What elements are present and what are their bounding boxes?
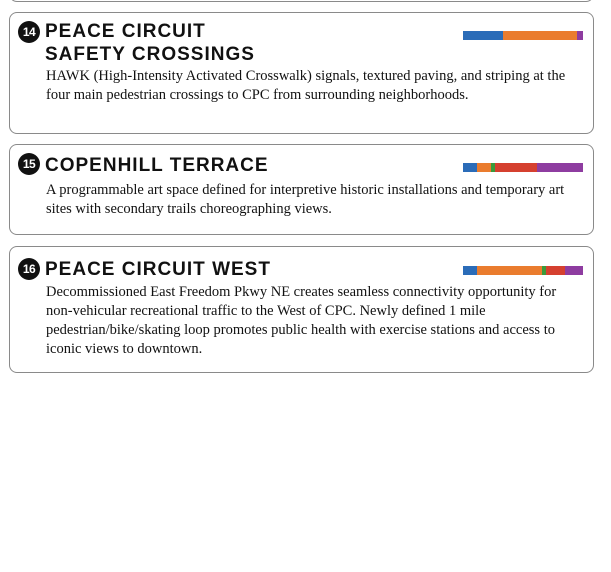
- category-bar-segment: [477, 266, 542, 275]
- category-color-bar: [463, 266, 583, 275]
- category-color-bar: [463, 163, 583, 172]
- project-title: [45, 20, 255, 66]
- project-card-14: [9, 12, 594, 134]
- project-title: PEACE CIRCUIT WEST: [45, 259, 271, 280]
- category-bar-segment: [477, 163, 490, 172]
- category-bar-segment: [463, 266, 477, 275]
- project-title-line-1: PEACE CIRCUIT: [45, 21, 206, 42]
- project-number-badge: 14: [18, 21, 40, 43]
- project-description: HAWK (High-Intensity Activated Crosswalk) signals, textured paving, and striping at the four main pedestrian crossings to CPC from surrounding neighborhoods.: [46, 68, 566, 103]
- project-title-line-2: SAFETY CROSSINGS: [45, 44, 255, 65]
- project-card-15: [9, 144, 594, 235]
- category-bar-segment: [577, 31, 583, 40]
- category-bar-segment: [537, 163, 583, 172]
- project-card-16: [9, 246, 594, 373]
- project-description: Decommissioned East Freedom Pkwy NE creates seamless connectivity opportunity for non-vehicular recreational traffic to the West of CPC. Newly defined 1 mile pedestrian/bike/skating loop promotes public health with exercise stations and access to iconic views to downtown.: [46, 284, 557, 357]
- category-bar-segment: [463, 163, 477, 172]
- category-bar-segment: [503, 31, 577, 40]
- previous-card-edge: [9, 0, 594, 2]
- project-title: COPENHILL TERRACE: [45, 155, 269, 176]
- category-color-bar: [463, 31, 583, 40]
- category-bar-segment: [495, 163, 537, 172]
- project-number-badge: 16: [18, 258, 40, 280]
- category-bar-segment: [463, 31, 503, 40]
- project-description: A programmable art space defined for interpretive historic installations and temporary art sites with secondary trails choreographing views.: [46, 182, 565, 217]
- category-bar-segment: [546, 266, 565, 275]
- category-bar-segment: [565, 266, 583, 275]
- project-number-badge: 15: [18, 153, 40, 175]
